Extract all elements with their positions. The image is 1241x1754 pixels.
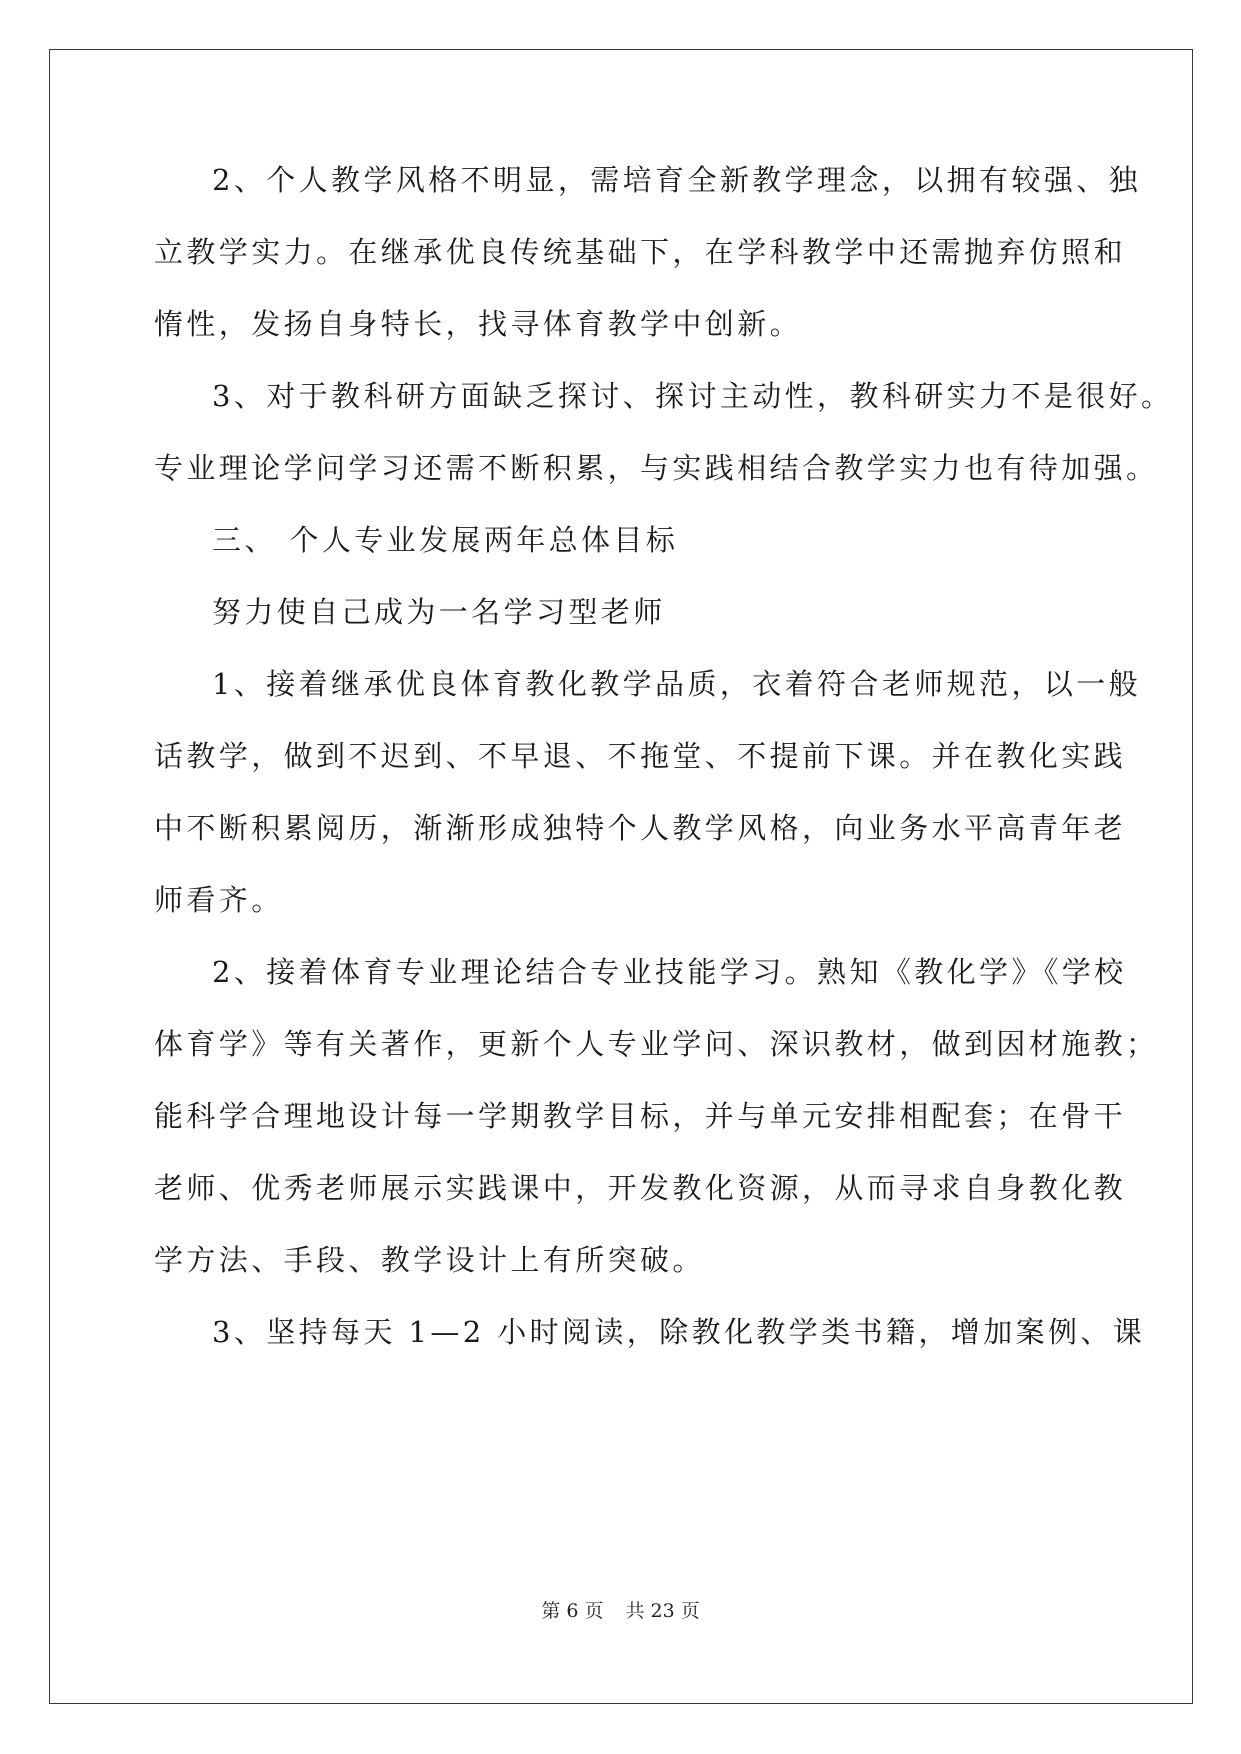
page-total: 共 23 页	[625, 1600, 700, 1622]
goal-3-line-1: 3、坚持每天 1—2 小时阅读，除教化教学类书籍，增加案例、课	[212, 1315, 1146, 1349]
goal-2-line-4: 老师、优秀老师展示实践课中，开发教化资源，从而寻求自身教化教	[154, 1171, 1127, 1205]
section-heading: 三、 个人专业发展两年总体目标	[212, 523, 679, 557]
paragraph-1-line-2: 立教学实力。在继承优良传统基础下，在学科教学中还需抛弃仿照和	[154, 235, 1127, 269]
goal-1-line-3: 中不断积累阅历，渐渐形成独特个人教学风格，向业务水平高青年老	[154, 811, 1127, 845]
paragraph-2-line-1: 3、对于教科研方面缺乏探讨、探讨主动性，教科研实力不是很好。	[212, 379, 1174, 413]
goal-1-line-4: 师看齐。	[154, 883, 284, 917]
paragraph-1-line-1: 2、个人教学风格不明显，需培育全新教学理念，以拥有较强、独	[212, 163, 1142, 197]
paragraph-1-line-3: 惰性，发扬自身特长，找寻体育教学中创新。	[154, 307, 803, 341]
page-footer	[0, 1596, 1241, 1623]
paragraph-2-line-2: 专业理论学问学习还需不断积累，与实践相结合教学实力也有待加强。	[154, 451, 1159, 485]
page-number: 第 6 页	[541, 1600, 604, 1622]
page-border	[49, 49, 1193, 1704]
goal-2-line-1: 2、接着体育专业理论结合专业技能学习。熟知《教化学》《学校	[212, 955, 1127, 989]
goal-2-line-2: 体育学》等有关著作，更新个人专业学问、深识教材，做到因材施教；	[154, 1027, 1159, 1061]
goal-1-line-2: 话教学，做到不迟到、不早退、不拖堂、不提前下课。并在教化实践	[154, 739, 1127, 773]
goal-2-line-5: 学方法、手段、教学设计上有所突破。	[154, 1243, 705, 1277]
goal-statement: 努力使自己成为一名学习型老师	[212, 595, 666, 629]
goal-1-line-1: 1、接着继承优良体育教化教学品质，衣着符合老师规范，以一般	[212, 667, 1142, 701]
goal-2-line-3: 能科学合理地设计每一学期教学目标，并与单元安排相配套；在骨干	[154, 1099, 1127, 1133]
